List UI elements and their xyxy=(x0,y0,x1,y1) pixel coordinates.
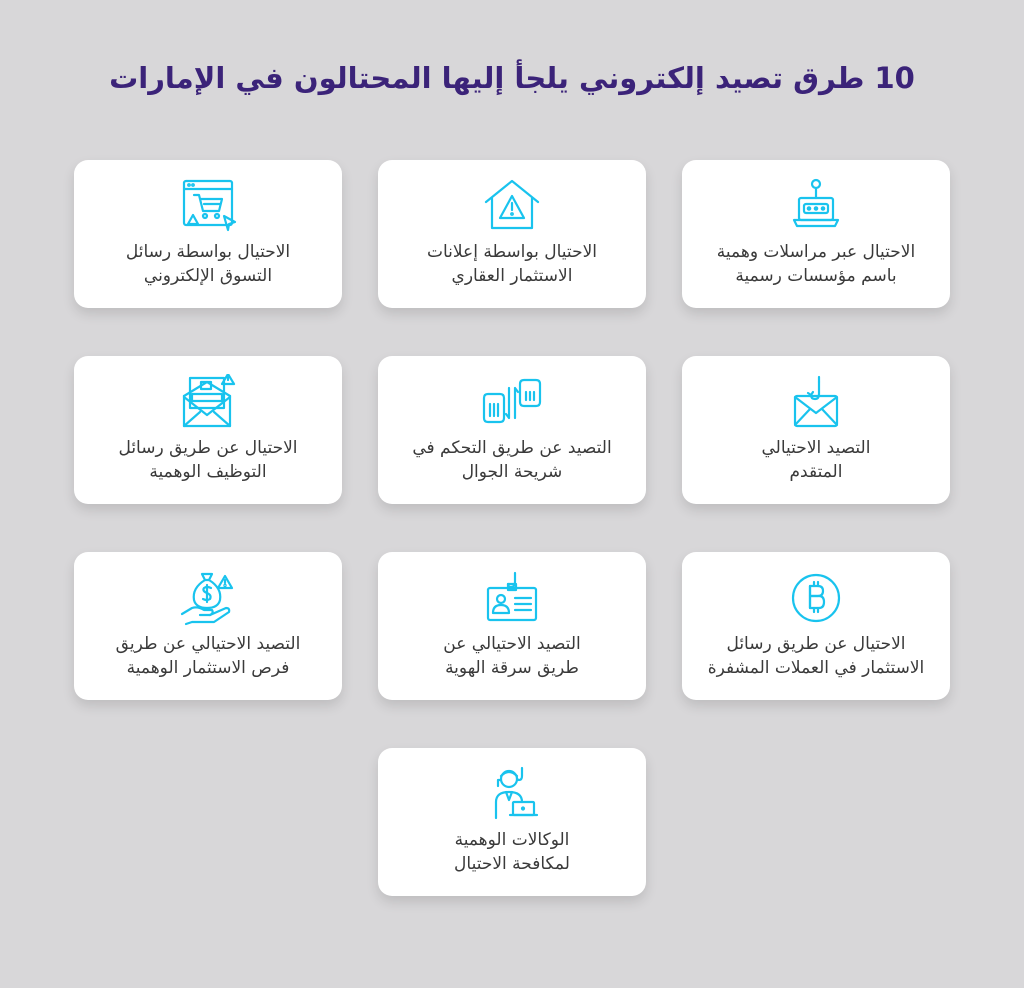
card-label: التصيد الاحتيالي المتقدم xyxy=(761,438,871,482)
id-card-hook-icon xyxy=(482,570,542,626)
card-label: التصيد الاحتيالي عن طريق فرص الاستثمار الوهمية xyxy=(115,634,301,678)
money-bag-hand-icon xyxy=(178,570,238,626)
card-online-shopping xyxy=(74,160,342,308)
card-label: الاحتيال بواسطة إعلانات الاستثمار العقاري xyxy=(427,242,597,286)
card-label: الاحتيال عن طريق رسائل الاستثمار في العملات المشفرة xyxy=(707,634,925,678)
page-title: 10 طرق تصيد إلكتروني يلجأ إليها المحتالون في الإمارات xyxy=(109,61,915,95)
card-label: الاحتيال بواسطة رسائل التسوق الإلكتروني xyxy=(125,242,291,286)
card-fake-anti-fraud-agencies xyxy=(378,748,646,896)
card-label: التصيد الاحتيالي عن طريق سرقة الهوية xyxy=(443,634,581,678)
card-real-estate-ads xyxy=(378,160,646,308)
card-label: الاحتيال عن طريق رسائل التوظيف الوهمية xyxy=(118,438,298,482)
job-offer-envelope-icon xyxy=(178,374,238,430)
bitcoin-icon xyxy=(786,570,846,626)
card-identity-theft xyxy=(378,552,646,700)
card-sim-swap xyxy=(378,356,646,504)
card-label: الاحتيال عبر مراسلات وهمية باسم مؤسسات رسمية xyxy=(716,242,916,286)
envelope-hook-icon xyxy=(786,374,846,430)
card-advanced-phishing xyxy=(682,356,950,504)
card-fake-official-messages xyxy=(682,160,950,308)
card-label: الوكالات الوهمية لمكافحة الاحتيال xyxy=(454,830,570,874)
card-fake-investment-opportunities xyxy=(74,552,342,700)
card-crypto-investment xyxy=(682,552,950,700)
card-label: التصيد عن طريق التحكم في شريحة الجوال xyxy=(412,438,612,482)
sim-card-swap-icon xyxy=(482,374,542,430)
password-hook-laptop-icon xyxy=(786,178,846,234)
card-fake-job-offers xyxy=(74,356,342,504)
shopping-cart-browser-icon xyxy=(178,178,238,234)
house-warning-icon xyxy=(482,178,542,234)
hacker-laptop-icon xyxy=(482,766,542,822)
